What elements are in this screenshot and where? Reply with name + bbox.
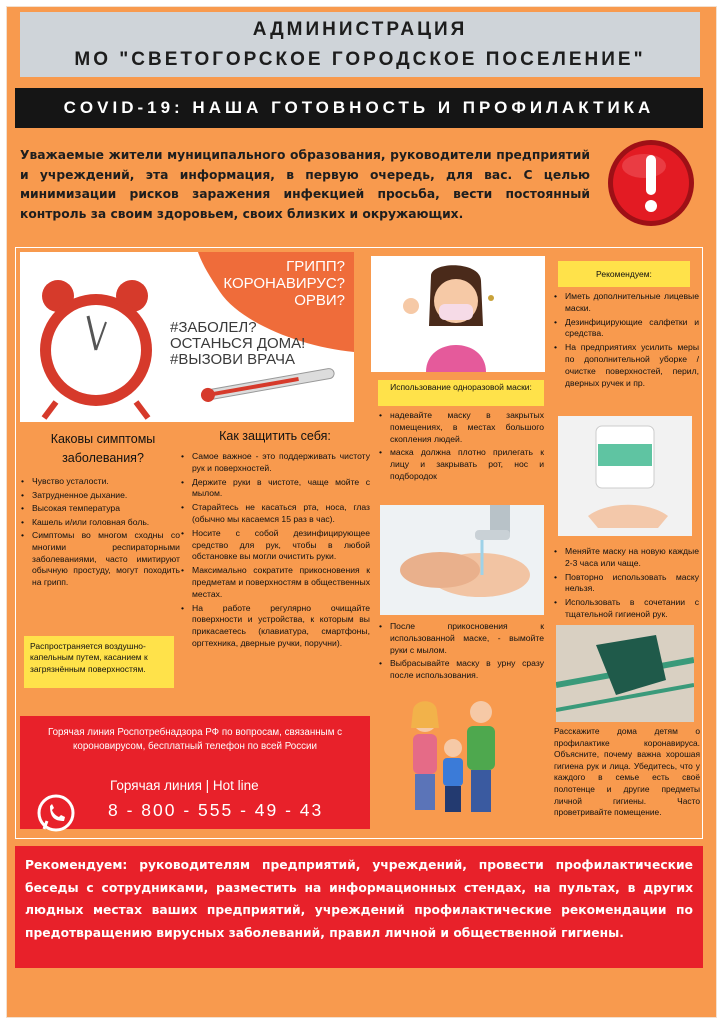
list-item: • На работе регулярно очищайте поверхности и устройства, к которым вы прикасаетесь (клавиатура, смартфоны, оргтехника, дверные ручки, поручни). — [180, 603, 370, 650]
list-item: • Максимально сократите прикосновения к предметам и поверхностям в общественных местах. — [180, 565, 370, 600]
hero-tag-orvi: ОРВИ? — [294, 292, 345, 309]
exclamation-icon — [606, 138, 696, 228]
list-item: • Повторно использовать маску нельзя. — [553, 572, 699, 596]
list-item: • Использовать в сочетании с тщательной гигиеной рук. — [553, 597, 699, 621]
list-item: • Высокая температура — [20, 503, 180, 515]
girl-mask-image — [371, 256, 545, 372]
list-item: • Дезинфицирующие салфетки и средства. — [553, 317, 699, 341]
hand-wash-icon — [380, 505, 544, 615]
list-item: • После прикосновения к использованной маске, - вымойте руки с мылом. — [378, 621, 544, 656]
girl-mask-icon — [371, 256, 545, 372]
hero-image — [20, 252, 354, 422]
protect-list — [180, 451, 370, 652]
hero-msg-doctor: #ВЫЗОВИ ВРАЧА — [170, 351, 295, 368]
hero-msg-sick: #ЗАБОЛЕЛ? — [170, 319, 257, 336]
hero-tag-corona: КОРОНАВИРУС? — [223, 275, 345, 292]
hotline-block — [20, 716, 370, 829]
list-item: • Затрудненное дыхание. — [20, 490, 180, 502]
hotline-intro: Горячая линия Роспотребнадзора РФ по вопросам, связанным с короновирусом, бесплатный телефон по всей России — [47, 727, 343, 752]
symptoms-title: Каковы симптомы заболевания? — [50, 432, 156, 465]
after-touch-list — [378, 621, 544, 684]
list-item: • Симптомы во многом сходны со многими респираторными заболеваниями, часто имитируют обычную простуду, могут походить на грипп. — [20, 530, 180, 588]
list-item: • Выбрасывайте маску в урну сразу после использования. — [378, 658, 544, 682]
protect-title: Как защитить себя: — [219, 429, 331, 443]
mask-list — [378, 410, 544, 485]
list-item: • Самое важное - это поддерживать чистоту рук и поверхностей. — [180, 451, 370, 475]
whatsapp-phone-icon — [36, 793, 76, 833]
sanitizer-dispenser-icon — [558, 416, 692, 536]
hero-tag-flu: ГРИПП? — [286, 258, 345, 275]
covid-title: COVID-19: НАША ГОТОВНОСТЬ И ПРОФИЛАКТИКА — [15, 88, 703, 128]
family-icon — [395, 690, 515, 820]
list-item: • На предприятиях усилить меры по дополнительной уборке / очистке поверхностей, перил, дверных ручек и пр. — [553, 342, 699, 389]
symptoms-list — [20, 476, 180, 590]
thermometer-icon — [195, 367, 345, 402]
header-line2: МО "СВЕТОГОРСКОЕ ГОРОДСКОЕ ПОСЕЛЕНИЕ" — [74, 49, 646, 70]
hotline-label: Горячая линия | Hot line — [110, 778, 259, 793]
list-item: • Меняйте маску на новую каждые 2-3 часа или чаще. — [553, 546, 699, 570]
alarm-clock-icon — [28, 274, 168, 422]
footer-recommendation: Рекомендуем: руководителям предприятий, учреждений, провести профилактические беседы с сотрудниками, разместить на информационных стендах, на пультах, в других людных местах ваших предприятий, учреждений профилактические рекомендации по предотвращению вирусных заболеваний, правил личной и общественной гигиены. — [15, 846, 703, 968]
list-item: • надевайте маску в закрытых помещениях, в местах большого скопления людей. — [378, 410, 544, 445]
spread-note: Распространяется воздушно-капельным путем, касанием к загрязнённым поверхностям. — [24, 636, 174, 688]
mask-title: Использование одноразовой маски: — [378, 380, 544, 406]
list-item: • Кашель и/или головная боль. — [20, 517, 180, 529]
header — [20, 12, 700, 77]
hero-message — [170, 320, 350, 368]
list-item: • Держите руки в чистоте, чаще мойте с мылом. — [180, 477, 370, 501]
handrail-glove-icon — [556, 625, 694, 722]
list-item: • Носите с собой дезинфицирующее средство для рук, чтобы в любой обстановке вы могли очистить руки. — [180, 528, 370, 563]
hotline-number: 8 - 800 - 555 - 49 - 43 — [108, 800, 324, 820]
handrail-image — [556, 625, 694, 722]
intro-text: Уважаемые жители муниципального образования, руководители предприятий и учреждений, эта информация, в первую очередь, для вас. С целью минимизации рисков заражения инфекцией просьба, вести постоянный контроль за своим здоровьем, своих близких и окружающих. — [20, 148, 590, 221]
list-item: • Старайтесь не касаться рта, носа, глаз (обычно мы касаемся 15 раз в час). — [180, 502, 370, 526]
recommend-title: Рекомендуем: — [558, 261, 690, 287]
list-item: • Иметь дополнительные лицевые маски. — [553, 291, 699, 315]
header-line1: АДМИНИСТРАЦИЯ — [252, 19, 468, 40]
hand-wash-image — [380, 505, 544, 615]
kids-text: Расскажите дома детям о профилактике коронавируса. Объясните, почему важна хорошая гигиена рук и лица. Убедитесь, что у каждого в семье есть своё полотенце и другие предметы личной гигиены. Часто проветривайте помещение. — [554, 726, 700, 818]
list-item: • Чувство усталости. — [20, 476, 180, 488]
list-item: • маска должна плотно прилегать к лицу и закрывать рот, нос и подбородок — [378, 447, 544, 482]
hero-tags — [195, 258, 345, 309]
recommend-list — [553, 291, 699, 391]
mask-change-list — [553, 546, 699, 623]
dispenser-image — [558, 416, 692, 536]
hero-msg-stay: ОСТАНЬСЯ ДОМА! — [170, 335, 306, 352]
